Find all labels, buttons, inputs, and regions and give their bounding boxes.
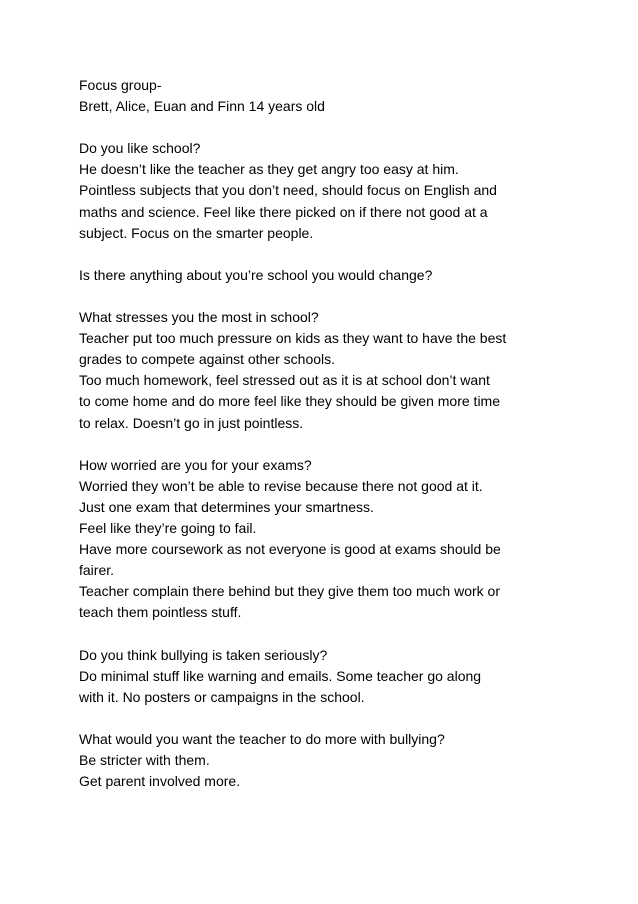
- doc-line: to come home and do more feel like they should be given more time: [79, 393, 501, 410]
- doc-line: grades to compete against other schools.: [79, 351, 336, 368]
- doc-line: Focus group-: [79, 77, 162, 93]
- doc-line: Too much homework, feel stressed out as it is at school don’t want: [79, 372, 490, 389]
- doc-line: Be stricter with them.: [79, 752, 210, 768]
- doc-line: How worried are you for your exams?: [79, 456, 312, 473]
- blank-line: [79, 623, 579, 644]
- doc-line: teach them pointless stuff.: [79, 604, 242, 621]
- blank-line: [79, 286, 579, 307]
- blank-line: [79, 434, 579, 455]
- document-page: [79, 75, 579, 792]
- doc-line: Feel like they’re going to fail.: [79, 519, 257, 536]
- blank-line: [79, 708, 579, 729]
- doc-line: What would you want the teacher to do more with bullying?: [79, 730, 445, 747]
- doc-line: Worried they won’t be able to revise because there not good at it.: [79, 477, 483, 494]
- doc-line: Is there anything about you’re school you would change?: [79, 266, 433, 283]
- doc-line: Just one exam that determines your smartness.: [79, 498, 374, 515]
- doc-line: Pointless subjects that you don’t need, should focus on English and: [79, 182, 497, 199]
- blank-line: [79, 244, 579, 265]
- doc-line: Get parent involved more.: [79, 773, 241, 790]
- doc-line: Do minimal stuff like warning and emails. Some teacher go along: [79, 667, 482, 684]
- doc-line: Teacher put too much pressure on kids as they want to have the best: [79, 330, 507, 347]
- doc-line: Brett, Alice, Euan and Finn 14 years old: [79, 98, 325, 115]
- doc-line: What stresses you the most in school?: [79, 309, 319, 326]
- doc-line: Have more coursework as not everyone is good at exams should be: [79, 541, 501, 558]
- doc-line: Do you like school?: [79, 140, 201, 157]
- doc-line: He doesn’t like the teacher as they get angry too easy at him.: [79, 161, 459, 178]
- doc-line: Do you think bullying is taken seriously?: [79, 646, 328, 663]
- doc-line: to relax. Doesn’t go in just pointless.: [79, 414, 304, 431]
- doc-line: subject. Focus on the smarter people.: [79, 224, 314, 241]
- doc-line: Teacher complain there behind but they give them too much work or: [79, 583, 501, 600]
- doc-line: with it. No posters or campaigns in the school.: [79, 688, 365, 705]
- blank-line: [79, 117, 579, 138]
- doc-line: maths and science. Feel like there picked on if there not good at a: [79, 203, 488, 220]
- doc-line: fairer.: [79, 562, 115, 579]
